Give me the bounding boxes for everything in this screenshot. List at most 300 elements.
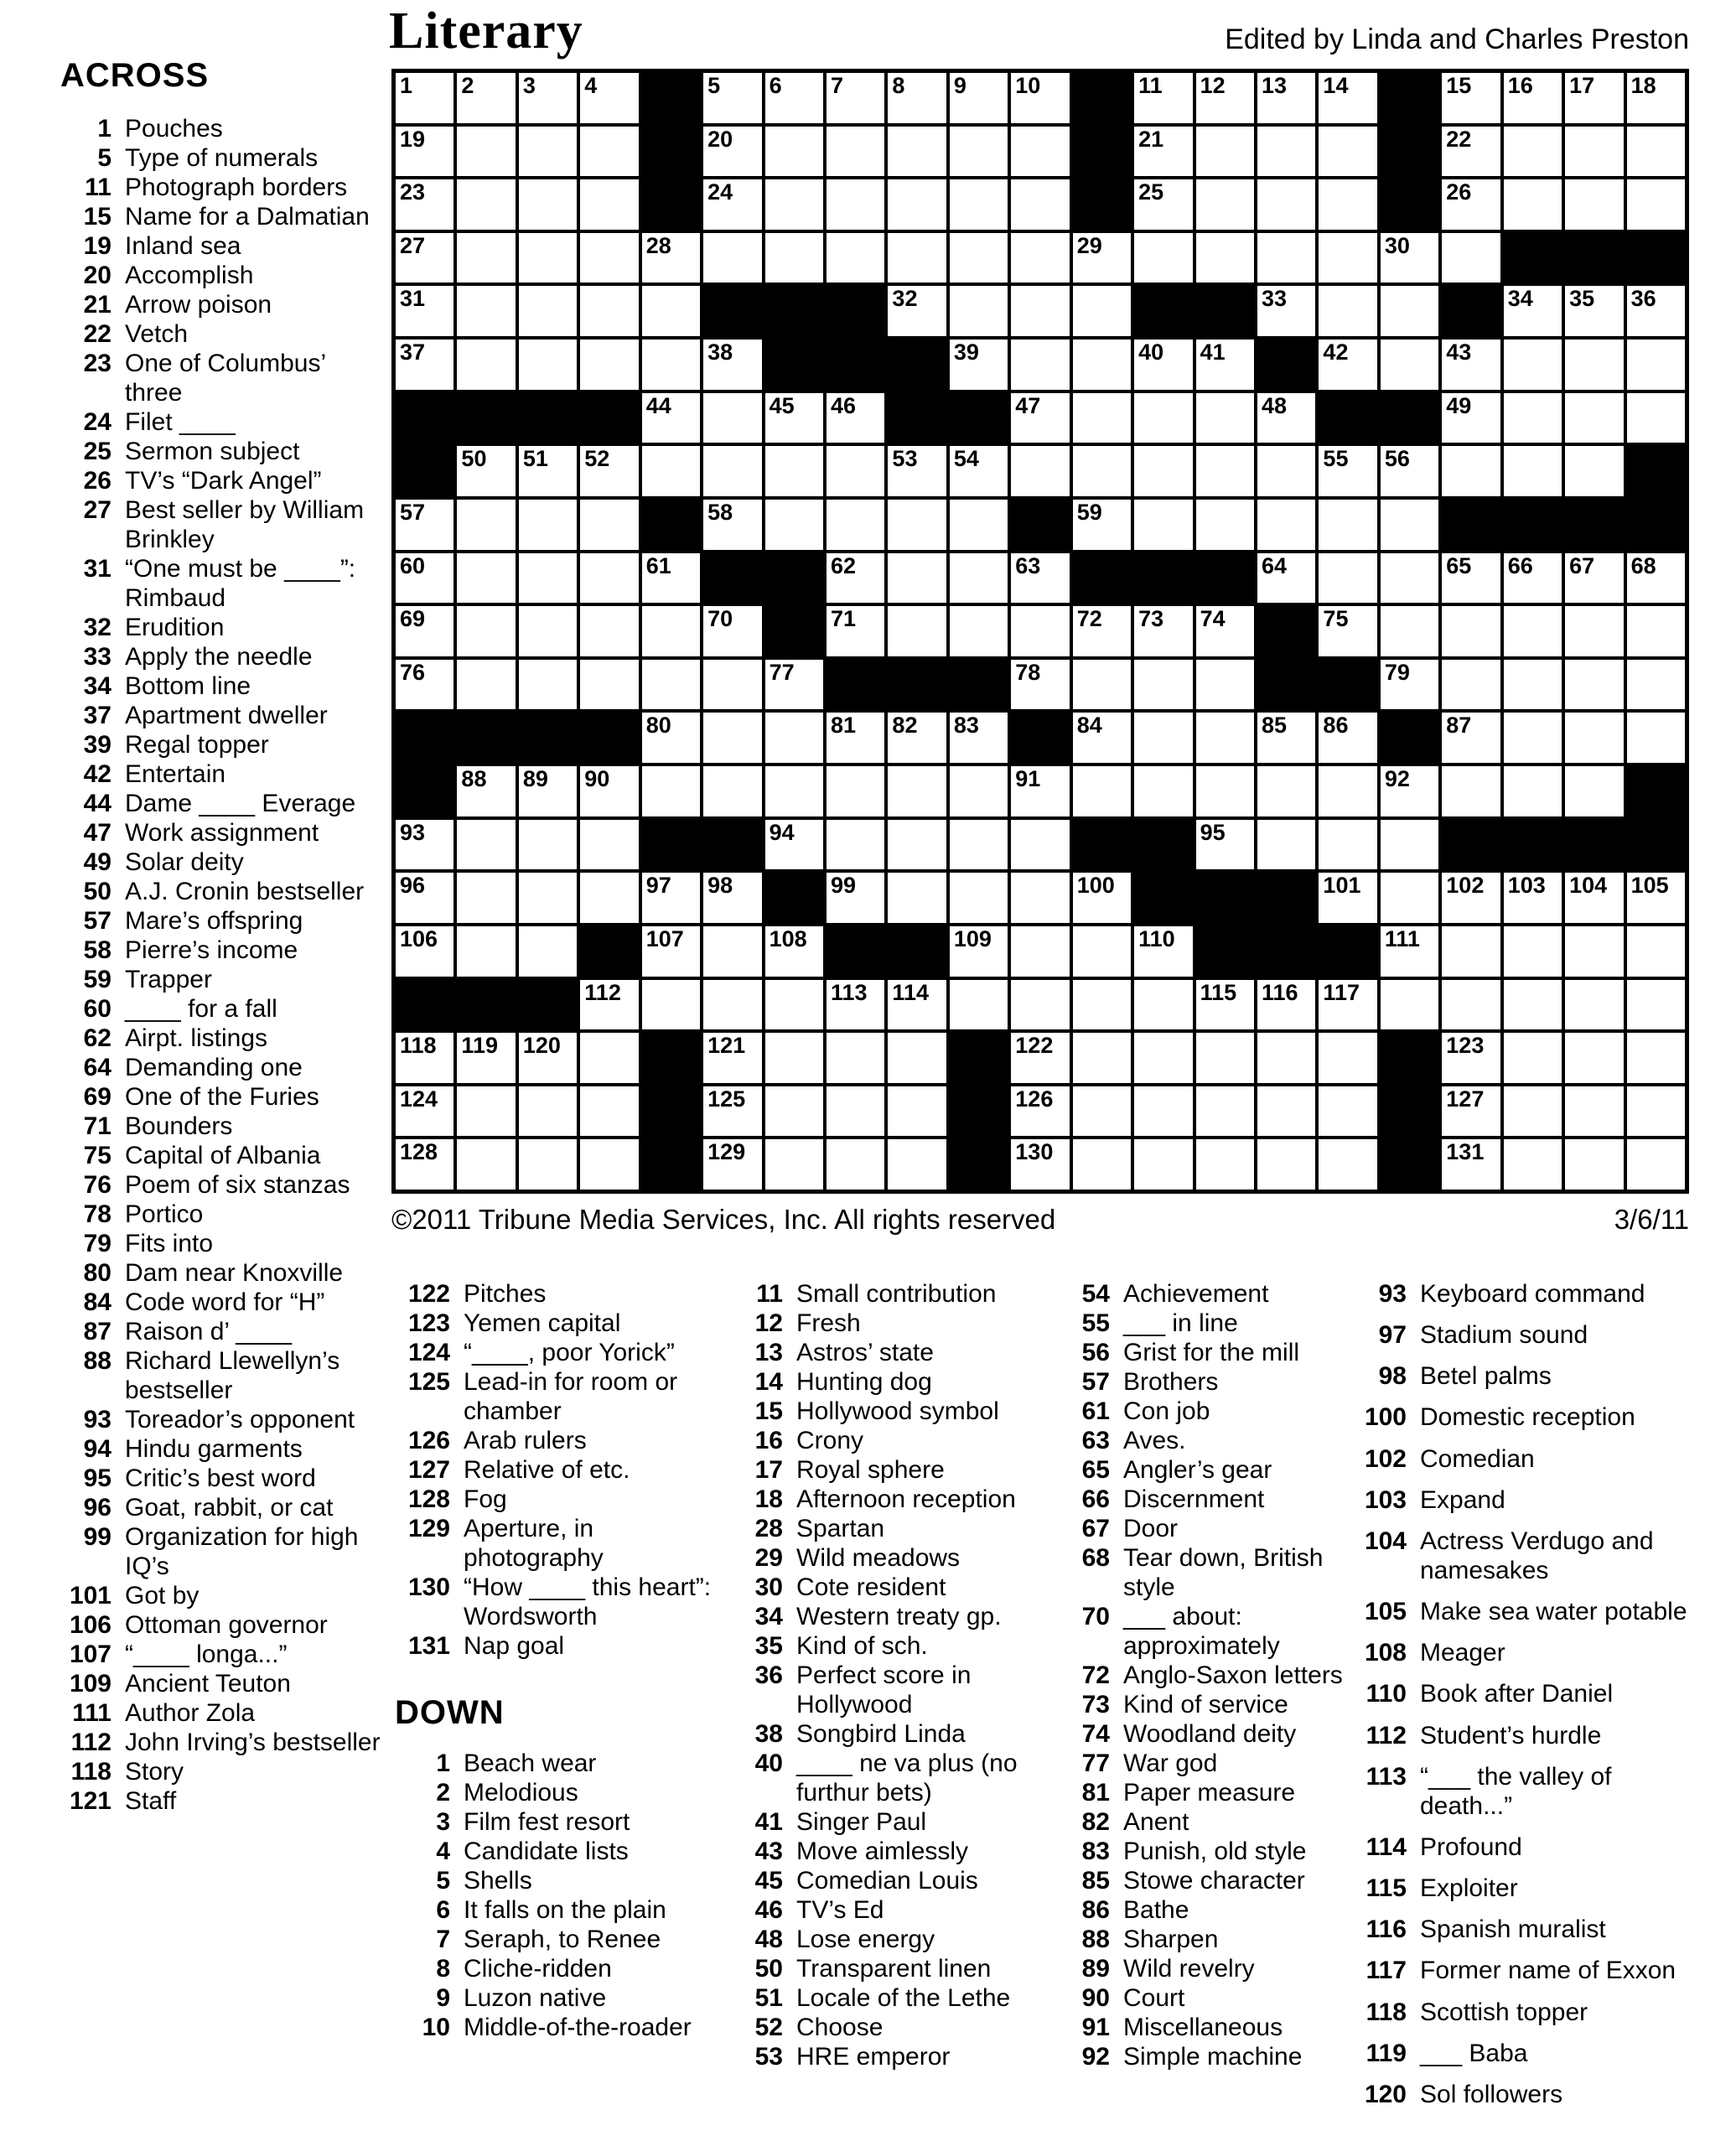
grid-cell[interactable] [948,444,1009,498]
grid-cell[interactable] [1071,711,1132,765]
grid-cell[interactable] [455,1031,516,1085]
grid-cell[interactable] [1502,711,1563,765]
grid-cell[interactable] [578,444,640,498]
grid-cell[interactable] [455,552,516,605]
grid-cell[interactable] [1132,1138,1194,1191]
grid-cell[interactable] [764,178,825,231]
grid-cell[interactable] [640,284,702,338]
grid-cell[interactable] [1440,338,1501,391]
grid-cell[interactable] [886,818,947,872]
grid-cell[interactable] [1132,978,1194,1032]
grid-cell[interactable] [1625,1138,1687,1191]
grid-cell[interactable] [1132,925,1194,978]
grid-cell[interactable] [702,444,763,498]
grid-cell[interactable] [1009,125,1070,179]
grid-cell[interactable] [640,552,702,605]
grid-cell[interactable] [1009,978,1070,1032]
grid-cell[interactable] [394,231,455,285]
grid-cell[interactable] [1256,444,1317,498]
grid-cell[interactable] [1256,391,1317,445]
grid-cell[interactable] [1194,1138,1256,1191]
grid-cell[interactable] [1502,125,1563,179]
grid-cell[interactable] [825,231,886,285]
grid-cell[interactable] [702,658,763,712]
grid-cell[interactable] [1563,284,1625,338]
grid-cell[interactable] [517,552,578,605]
grid-cell[interactable] [1194,125,1256,179]
grid-cell[interactable] [825,978,886,1032]
grid-cell[interactable] [1625,391,1687,445]
grid-cell[interactable] [1009,818,1070,872]
grid-cell[interactable] [764,498,825,552]
grid-cell[interactable] [1502,338,1563,391]
grid-cell[interactable] [1194,444,1256,498]
grid-cell[interactable] [1379,284,1440,338]
grid-cell[interactable] [455,338,516,391]
grid-cell[interactable] [1502,925,1563,978]
grid-cell[interactable] [578,818,640,872]
grid-cell[interactable] [702,1085,763,1138]
grid-cell[interactable] [1256,125,1317,179]
grid-cell[interactable] [1256,1138,1317,1191]
grid-cell[interactable] [394,871,455,925]
grid-cell[interactable] [1132,125,1194,179]
grid-cell[interactable] [1625,1085,1687,1138]
grid-cell[interactable] [1379,444,1440,498]
grid-cell[interactable] [1502,765,1563,818]
grid-cell[interactable] [825,604,886,658]
grid-cell[interactable] [394,552,455,605]
grid-cell[interactable] [1440,711,1501,765]
grid-cell[interactable] [1440,871,1501,925]
grid-cell[interactable] [825,765,886,818]
grid-cell[interactable] [394,1031,455,1085]
grid-cell[interactable] [578,231,640,285]
grid-cell[interactable] [1194,231,1256,285]
grid-cell[interactable] [1625,284,1687,338]
grid-cell[interactable] [825,871,886,925]
grid-cell[interactable] [1194,1031,1256,1085]
grid-cell[interactable] [1132,178,1194,231]
grid-cell[interactable] [702,604,763,658]
grid-cell[interactable] [1440,444,1501,498]
grid-cell[interactable] [1440,604,1501,658]
grid-cell[interactable] [1502,978,1563,1032]
grid-cell[interactable] [1625,125,1687,179]
grid-cell[interactable] [578,1138,640,1191]
grid-cell[interactable] [455,765,516,818]
grid-cell[interactable] [1132,765,1194,818]
grid-cell[interactable] [517,444,578,498]
grid-cell[interactable] [1502,604,1563,658]
grid-cell[interactable] [825,71,886,125]
grid-cell[interactable] [1132,338,1194,391]
grid-cell[interactable] [948,338,1009,391]
grid-cell[interactable] [886,978,947,1032]
grid-cell[interactable] [1071,604,1132,658]
grid-cell[interactable] [702,978,763,1032]
grid-cell[interactable] [948,231,1009,285]
grid-cell[interactable] [1625,978,1687,1032]
grid-cell[interactable] [1256,711,1317,765]
grid-cell[interactable] [578,178,640,231]
grid-cell[interactable] [948,978,1009,1032]
grid-cell[interactable] [764,391,825,445]
grid-cell[interactable] [1009,1138,1070,1191]
grid-cell[interactable] [948,871,1009,925]
grid-cell[interactable] [1256,552,1317,605]
grid-cell[interactable] [455,818,516,872]
grid-cell[interactable] [455,871,516,925]
grid-cell[interactable] [764,925,825,978]
grid-cell[interactable] [1071,391,1132,445]
grid-cell[interactable] [1132,1031,1194,1085]
grid-cell[interactable] [702,1138,763,1191]
grid-cell[interactable] [825,498,886,552]
grid-cell[interactable] [886,604,947,658]
grid-cell[interactable] [1194,658,1256,712]
grid-cell[interactable] [1194,765,1256,818]
grid-cell[interactable] [1317,71,1378,125]
grid-cell[interactable] [948,552,1009,605]
grid-cell[interactable] [1009,391,1070,445]
grid-cell[interactable] [702,1031,763,1085]
grid-cell[interactable] [1071,498,1132,552]
grid-cell[interactable] [1071,231,1132,285]
grid-cell[interactable] [948,925,1009,978]
grid-cell[interactable] [455,925,516,978]
grid-cell[interactable] [1071,925,1132,978]
grid-cell[interactable] [578,978,640,1032]
grid-cell[interactable] [764,978,825,1032]
grid-cell[interactable] [764,444,825,498]
grid-cell[interactable] [1317,498,1378,552]
grid-cell[interactable] [640,658,702,712]
grid-cell[interactable] [1502,552,1563,605]
grid-cell[interactable] [1009,925,1070,978]
grid-cell[interactable] [1009,178,1070,231]
grid-cell[interactable] [517,71,578,125]
grid-cell[interactable] [764,125,825,179]
grid-cell[interactable] [1009,444,1070,498]
grid-cell[interactable] [1625,552,1687,605]
grid-cell[interactable] [640,444,702,498]
grid-cell[interactable] [1563,391,1625,445]
grid-cell[interactable] [886,231,947,285]
grid-cell[interactable] [948,71,1009,125]
grid-cell[interactable] [1317,1138,1378,1191]
grid-cell[interactable] [1194,71,1256,125]
grid-cell[interactable] [1379,925,1440,978]
grid-cell[interactable] [455,444,516,498]
grid-cell[interactable] [640,925,702,978]
grid-cell[interactable] [1009,1085,1070,1138]
grid-cell[interactable] [1563,925,1625,978]
grid-cell[interactable] [764,711,825,765]
grid-cell[interactable] [948,125,1009,179]
grid-cell[interactable] [394,925,455,978]
grid-cell[interactable] [1317,125,1378,179]
grid-cell[interactable] [1563,71,1625,125]
grid-cell[interactable] [702,125,763,179]
grid-cell[interactable] [578,1031,640,1085]
grid-cell[interactable] [948,711,1009,765]
grid-cell[interactable] [517,658,578,712]
grid-cell[interactable] [578,658,640,712]
grid-cell[interactable] [455,231,516,285]
grid-cell[interactable] [825,444,886,498]
grid-cell[interactable] [1625,925,1687,978]
grid-cell[interactable] [517,498,578,552]
grid-cell[interactable] [1502,1138,1563,1191]
grid-cell[interactable] [764,1138,825,1191]
grid-cell[interactable] [764,1031,825,1085]
grid-cell[interactable] [455,284,516,338]
grid-cell[interactable] [1132,231,1194,285]
grid-cell[interactable] [455,604,516,658]
grid-cell[interactable] [886,284,947,338]
grid-cell[interactable] [1009,338,1070,391]
grid-cell[interactable] [394,178,455,231]
grid-cell[interactable] [1317,1031,1378,1085]
grid-cell[interactable] [1194,498,1256,552]
grid-cell[interactable] [1194,391,1256,445]
grid-cell[interactable] [1563,338,1625,391]
grid-cell[interactable] [702,391,763,445]
grid-cell[interactable] [1440,178,1501,231]
grid-cell[interactable] [578,71,640,125]
grid-cell[interactable] [886,125,947,179]
grid-cell[interactable] [455,498,516,552]
grid-cell[interactable] [1563,1138,1625,1191]
grid-cell[interactable] [1440,1085,1501,1138]
grid-cell[interactable] [517,925,578,978]
grid-cell[interactable] [1440,1138,1501,1191]
grid-cell[interactable] [394,1085,455,1138]
grid-cell[interactable] [640,604,702,658]
grid-cell[interactable] [886,178,947,231]
grid-cell[interactable] [886,871,947,925]
grid-cell[interactable] [1132,711,1194,765]
grid-cell[interactable] [1194,604,1256,658]
grid-cell[interactable] [1625,711,1687,765]
grid-cell[interactable] [1009,71,1070,125]
grid-cell[interactable] [1317,231,1378,285]
grid-cell[interactable] [578,125,640,179]
grid-cell[interactable] [1440,71,1501,125]
grid-cell[interactable] [1132,658,1194,712]
grid-cell[interactable] [578,338,640,391]
grid-cell[interactable] [578,765,640,818]
grid-cell[interactable] [1317,818,1378,872]
grid-cell[interactable] [578,1085,640,1138]
grid-cell[interactable] [1194,978,1256,1032]
grid-cell[interactable] [517,871,578,925]
grid-cell[interactable] [1379,871,1440,925]
grid-cell[interactable] [1379,765,1440,818]
grid-cell[interactable] [1379,978,1440,1032]
grid-cell[interactable] [578,604,640,658]
grid-cell[interactable] [1071,978,1132,1032]
grid-cell[interactable] [1256,818,1317,872]
grid-cell[interactable] [1563,444,1625,498]
grid-cell[interactable] [1009,871,1070,925]
grid-cell[interactable] [517,338,578,391]
grid-cell[interactable] [1009,658,1070,712]
grid-cell[interactable] [578,284,640,338]
grid-cell[interactable] [825,1085,886,1138]
grid-cell[interactable] [1563,1031,1625,1085]
grid-cell[interactable] [1317,978,1378,1032]
grid-cell[interactable] [764,1085,825,1138]
grid-cell[interactable] [640,711,702,765]
grid-cell[interactable] [1256,498,1317,552]
grid-cell[interactable] [1440,231,1501,285]
grid-cell[interactable] [1071,658,1132,712]
grid-cell[interactable] [1194,711,1256,765]
grid-cell[interactable] [1317,338,1378,391]
grid-cell[interactable] [1317,765,1378,818]
grid-cell[interactable] [886,498,947,552]
grid-cell[interactable] [886,765,947,818]
grid-cell[interactable] [764,765,825,818]
grid-cell[interactable] [1563,552,1625,605]
grid-cell[interactable] [578,871,640,925]
grid-cell[interactable] [1071,1138,1132,1191]
grid-cell[interactable] [1563,765,1625,818]
grid-cell[interactable] [1256,231,1317,285]
grid-cell[interactable] [1317,284,1378,338]
grid-cell[interactable] [1440,978,1501,1032]
grid-cell[interactable] [1502,444,1563,498]
grid-cell[interactable] [1009,284,1070,338]
grid-cell[interactable] [1625,658,1687,712]
grid-cell[interactable] [1379,658,1440,712]
grid-cell[interactable] [825,125,886,179]
grid-cell[interactable] [517,1085,578,1138]
grid-cell[interactable] [1625,604,1687,658]
grid-cell[interactable] [1194,818,1256,872]
grid-cell[interactable] [825,391,886,445]
grid-cell[interactable] [1071,765,1132,818]
grid-cell[interactable] [1317,552,1378,605]
grid-cell[interactable] [1379,818,1440,872]
grid-cell[interactable] [702,71,763,125]
grid-cell[interactable] [702,711,763,765]
grid-cell[interactable] [1563,178,1625,231]
grid-cell[interactable] [394,658,455,712]
grid-cell[interactable] [1625,338,1687,391]
grid-cell[interactable] [948,498,1009,552]
grid-cell[interactable] [1132,444,1194,498]
grid-cell[interactable] [1317,604,1378,658]
grid-cell[interactable] [702,231,763,285]
grid-cell[interactable] [1317,178,1378,231]
grid-cell[interactable] [1502,658,1563,712]
grid-cell[interactable] [394,71,455,125]
grid-cell[interactable] [1440,765,1501,818]
grid-cell[interactable] [825,1138,886,1191]
grid-cell[interactable] [1132,604,1194,658]
grid-cell[interactable] [394,498,455,552]
grid-cell[interactable] [1440,658,1501,712]
grid-cell[interactable] [455,71,516,125]
grid-cell[interactable] [1563,125,1625,179]
grid-cell[interactable] [1194,1085,1256,1138]
grid-cell[interactable] [1502,71,1563,125]
grid-cell[interactable] [640,338,702,391]
grid-cell[interactable] [1502,871,1563,925]
grid-cell[interactable] [640,871,702,925]
grid-cell[interactable] [1379,604,1440,658]
grid-cell[interactable] [1563,658,1625,712]
grid-cell[interactable] [948,284,1009,338]
grid-cell[interactable] [1625,71,1687,125]
grid-cell[interactable] [1563,1085,1625,1138]
grid-cell[interactable] [1440,1031,1501,1085]
grid-cell[interactable] [886,711,947,765]
grid-cell[interactable] [1256,284,1317,338]
grid-cell[interactable] [1317,711,1378,765]
grid-cell[interactable] [1440,925,1501,978]
grid-cell[interactable] [1071,444,1132,498]
grid-cell[interactable] [517,818,578,872]
grid-cell[interactable] [1502,1031,1563,1085]
grid-cell[interactable] [1009,765,1070,818]
grid-cell[interactable] [1563,604,1625,658]
grid-cell[interactable] [1563,978,1625,1032]
grid-cell[interactable] [825,1031,886,1085]
grid-cell[interactable] [948,818,1009,872]
grid-cell[interactable] [886,71,947,125]
grid-cell[interactable] [1071,871,1132,925]
grid-cell[interactable] [1563,711,1625,765]
grid-cell[interactable] [517,1031,578,1085]
grid-cell[interactable] [1502,284,1563,338]
grid-cell[interactable] [886,444,947,498]
grid-cell[interactable] [640,765,702,818]
grid-cell[interactable] [517,604,578,658]
grid-cell[interactable] [702,925,763,978]
grid-cell[interactable] [948,765,1009,818]
grid-cell[interactable] [455,658,516,712]
grid-cell[interactable] [1379,231,1440,285]
grid-cell[interactable] [1132,71,1194,125]
grid-cell[interactable] [1379,552,1440,605]
grid-cell[interactable] [1440,125,1501,179]
grid-cell[interactable] [1132,1085,1194,1138]
grid-cell[interactable] [1071,284,1132,338]
grid-cell[interactable] [1009,604,1070,658]
grid-cell[interactable] [948,604,1009,658]
grid-cell[interactable] [578,498,640,552]
grid-cell[interactable] [1256,1085,1317,1138]
grid-cell[interactable] [1625,1031,1687,1085]
grid-cell[interactable] [825,178,886,231]
grid-cell[interactable] [517,1138,578,1191]
grid-cell[interactable] [640,231,702,285]
grid-cell[interactable] [1256,765,1317,818]
grid-cell[interactable] [1502,391,1563,445]
grid-cell[interactable] [1440,391,1501,445]
grid-cell[interactable] [764,818,825,872]
grid-cell[interactable] [1440,552,1501,605]
grid-cell[interactable] [1379,338,1440,391]
grid-cell[interactable] [1194,178,1256,231]
grid-cell[interactable] [825,818,886,872]
grid-cell[interactable] [517,765,578,818]
grid-cell[interactable] [764,71,825,125]
